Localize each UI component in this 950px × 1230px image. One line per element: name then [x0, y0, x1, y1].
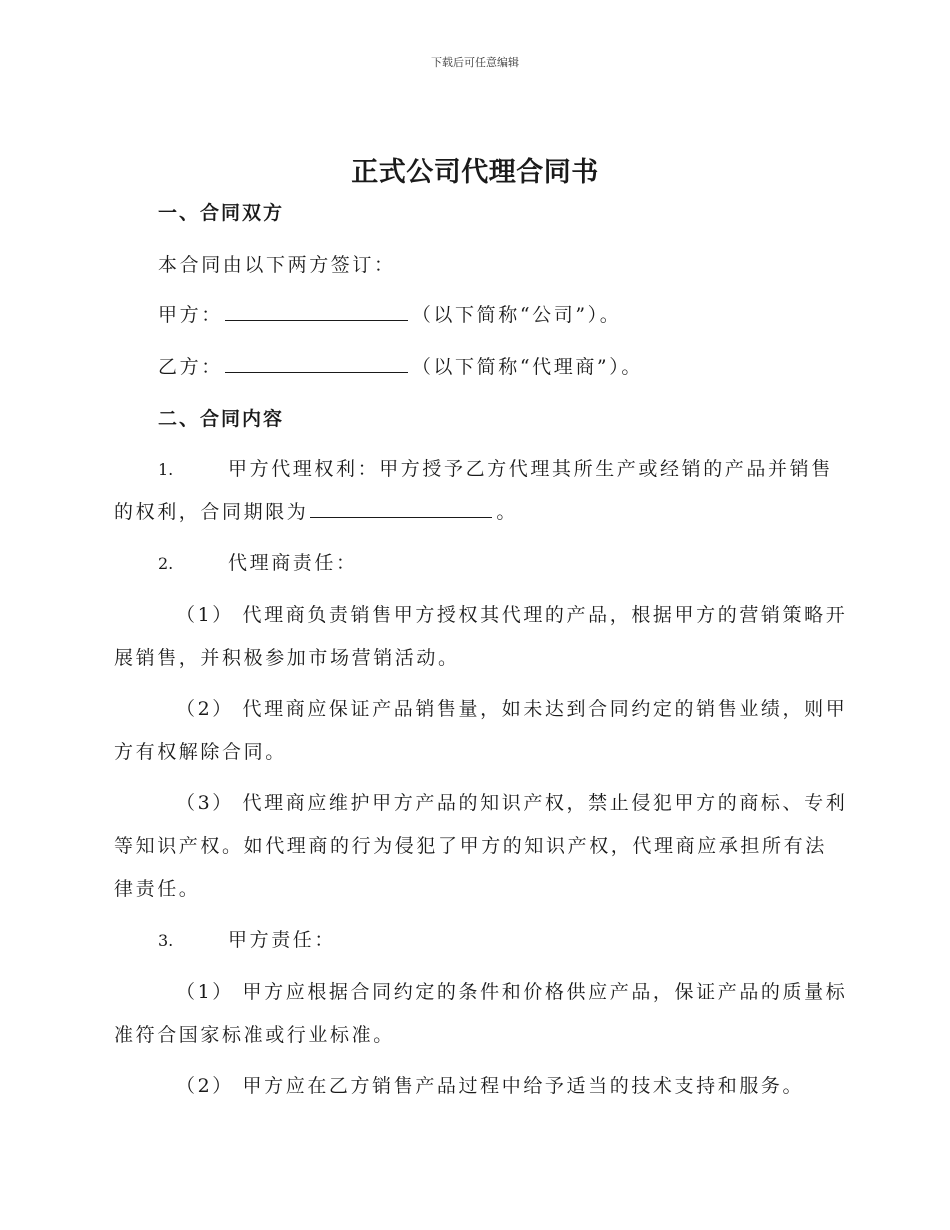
item-2-sub-1-line-1: （1） 代理商负责销售甲方授权其代理的产品，根据甲方的营销策略开	[176, 604, 848, 626]
item-1-number: 1.	[158, 460, 174, 479]
page-header: 下载后可任意编辑	[431, 56, 519, 69]
item-2-sub-1-line-2: 展销售，并积极参加市场营销活动。	[114, 647, 460, 669]
party-a-line	[158, 302, 621, 328]
item-2-sub-2-line-1: （2） 代理商应保证产品销售量，如未达到合同约定的销售业绩，则甲	[176, 698, 848, 720]
item-1-text-2: 的权利，合同期限为	[114, 501, 309, 523]
item-3-line	[158, 927, 336, 954]
item-2-sub-3-line-2: 等知识产权。如代理商的行为侵犯了甲方的知识产权，代理商应承担所有法	[114, 835, 827, 857]
item-3-sub-1-line-1: （1） 甲方应根据合同约定的条件和价格供应产品，保证产品的质量标	[176, 981, 848, 1003]
party-a-label: 甲方：	[158, 304, 223, 326]
section-1-heading: 一、合同双方	[158, 202, 285, 224]
item-3-sub-1-line-2: 准符合国家标准或行业标准。	[114, 1024, 395, 1046]
item-2-sub-3-line-1: （3） 代理商应维护甲方产品的知识产权，禁止侵犯甲方的商标、专利	[176, 792, 848, 814]
contract-term-blank[interactable]	[310, 499, 492, 518]
party-b-suffix: （以下简称“代理商”）。	[411, 356, 643, 378]
item-2-title: 代理商责任：	[228, 552, 358, 574]
item-3-title: 甲方责任：	[228, 929, 337, 951]
item-2-line	[158, 550, 358, 577]
section-1-intro: 本合同由以下两方签订：	[158, 254, 396, 276]
section-2-heading: 二、合同内容	[158, 408, 285, 430]
party-b-line	[158, 354, 643, 380]
party-b-label: 乙方：	[158, 356, 223, 378]
party-b-name-blank[interactable]	[225, 354, 408, 373]
item-2-sub-2-line-2: 方有权解除合同。	[114, 741, 287, 763]
party-a-name-blank[interactable]	[225, 302, 408, 321]
document-title: 正式公司代理合同书	[351, 157, 599, 188]
item-1-text-1: 甲方代理权利：甲方授予乙方代理其所生产或经销的产品并销售	[228, 458, 833, 480]
item-1-end: 。	[496, 501, 519, 523]
item-2-sub-3-line-3: 律责任。	[114, 878, 201, 900]
item-2-number: 2.	[158, 554, 174, 573]
item-1-line-1	[158, 456, 833, 483]
party-a-suffix: （以下简称“公司”）。	[411, 304, 622, 326]
item-3-sub-2-line-1: （2） 甲方应在乙方销售产品过程中给予适当的技术支持和服务。	[176, 1075, 805, 1097]
item-1-line-2	[114, 499, 518, 525]
item-3-number: 3.	[158, 931, 174, 950]
